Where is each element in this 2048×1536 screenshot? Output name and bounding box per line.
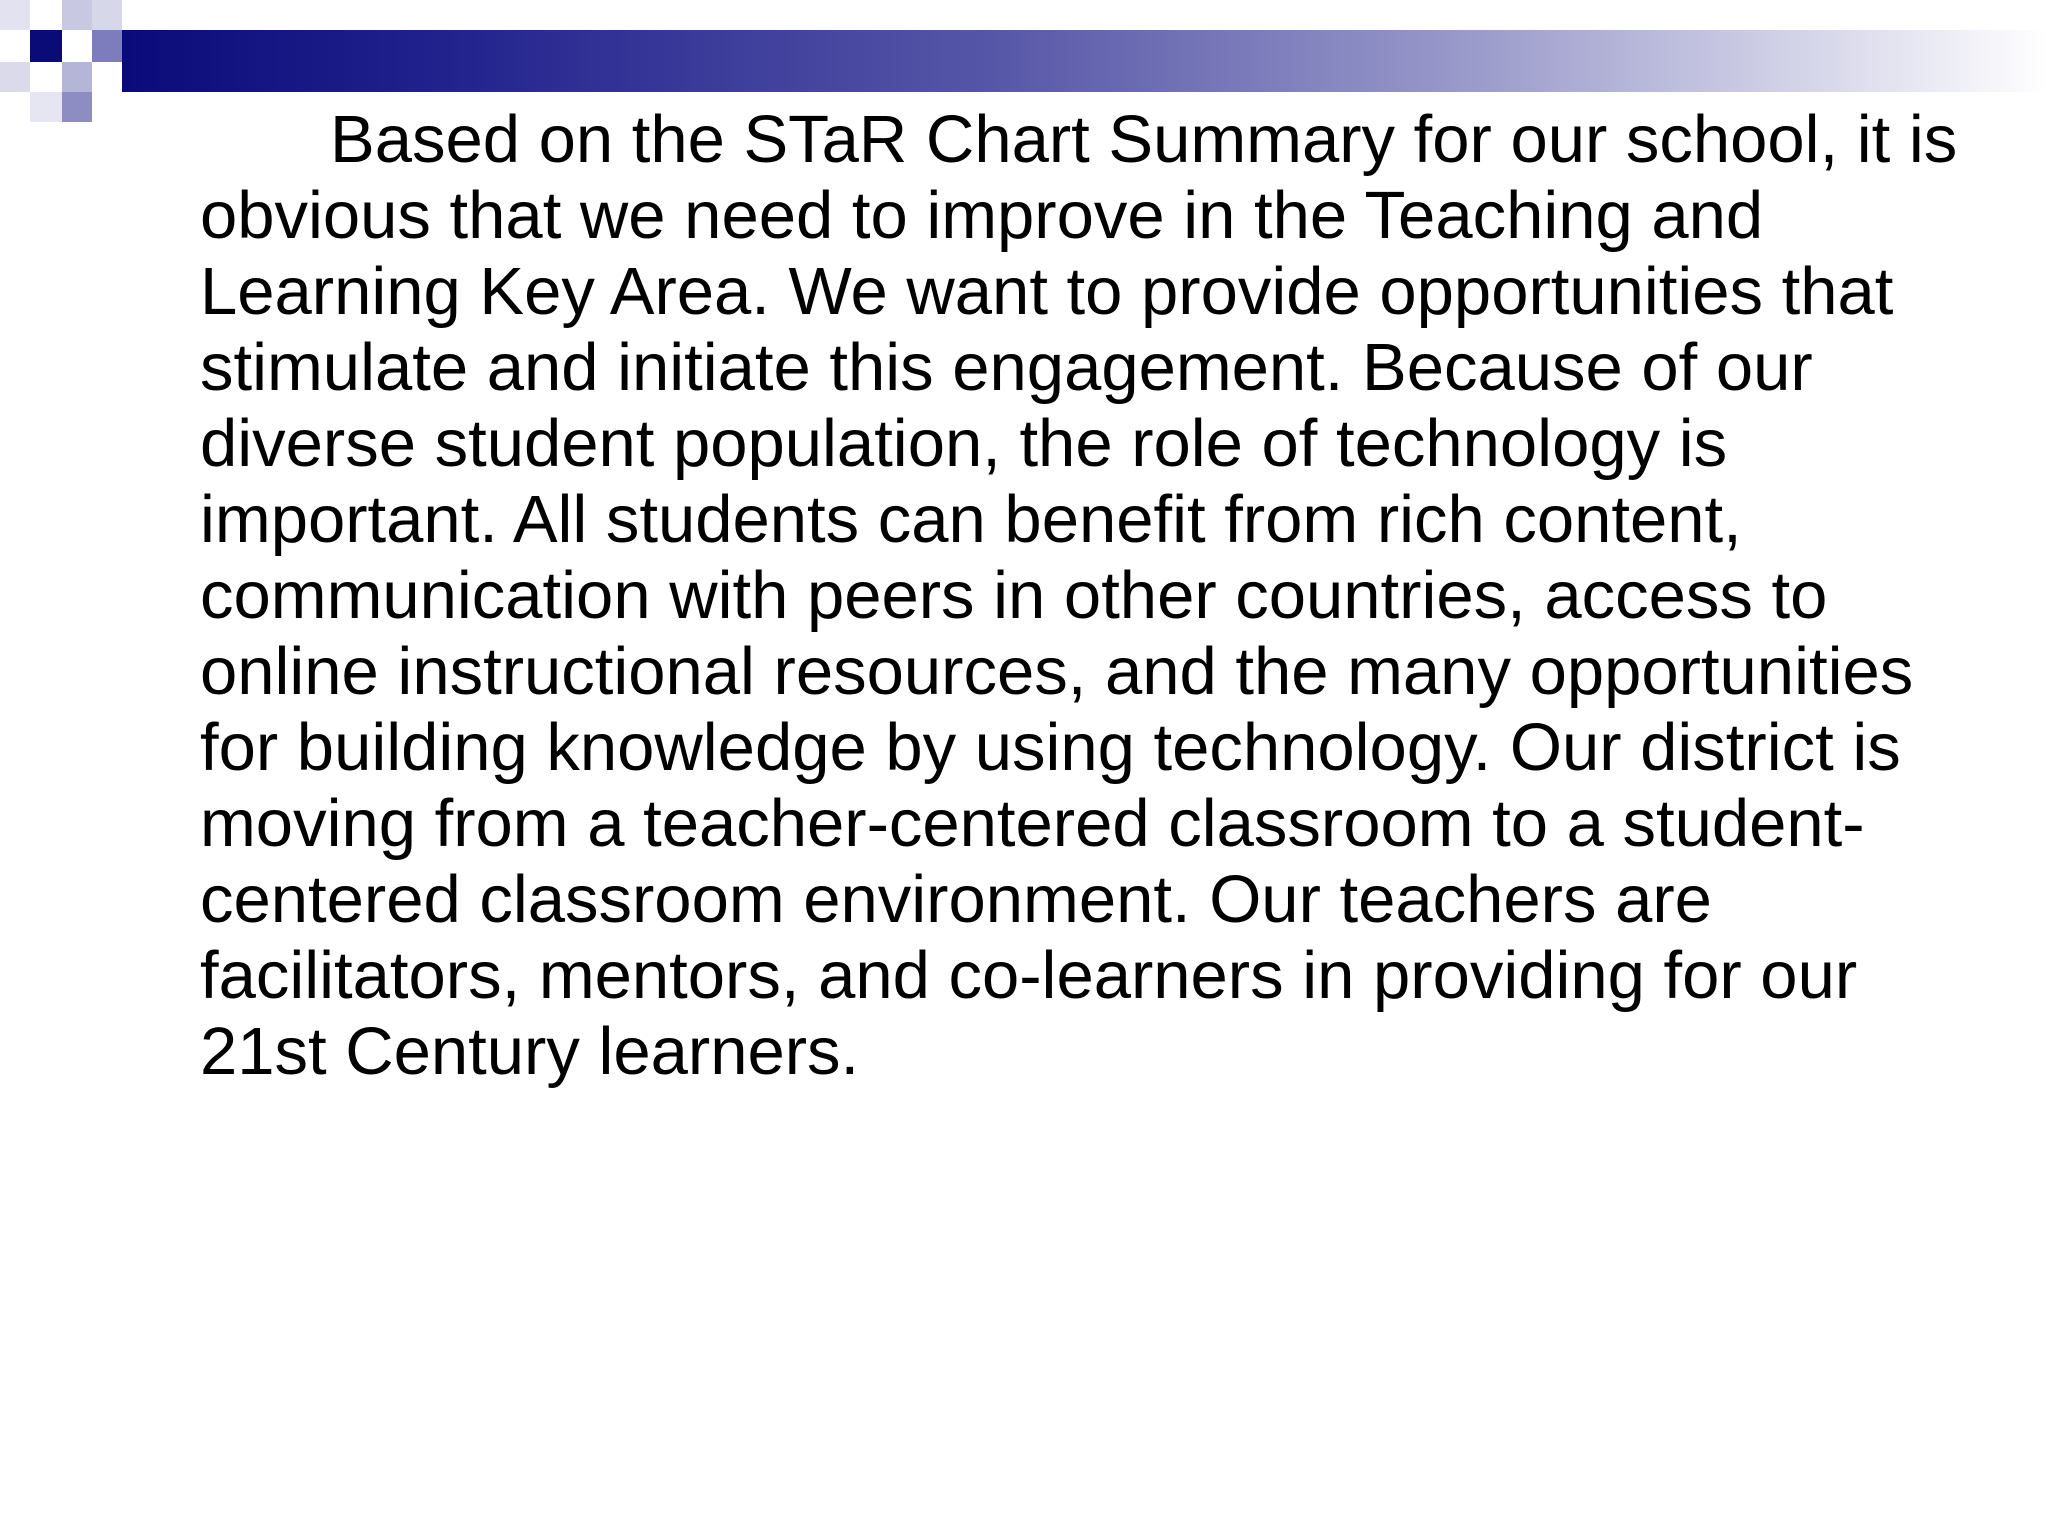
decor-square	[62, 92, 92, 122]
slide-body-text: Based on the STaR Chart Summary for our school, it is obvious that we need to improve in the Teaching and Learning Key Area. We want to provide opportunities that stimulate and initiate this engagement. Because of our diverse student population, the role of technology is important. All students can benefit from rich content, communication with peers in other countries, access to online instructional resources, and the many opportunities for building knowledge by using technology. Our district is moving from a teacher-centered classroom to a student-centered classroom environment. Our teachers are facilitators, mentors, and co-learners in providing for our 21st Century learners.	[200, 102, 1958, 1089]
header-gradient-bar	[122, 30, 2048, 92]
decor-square	[62, 62, 92, 92]
decor-square	[30, 30, 62, 62]
decor-square	[92, 0, 122, 30]
decor-square	[30, 92, 62, 122]
decor-square	[92, 30, 122, 62]
decor-square	[0, 62, 30, 92]
decor-square	[62, 0, 92, 30]
decor-square	[0, 0, 30, 30]
